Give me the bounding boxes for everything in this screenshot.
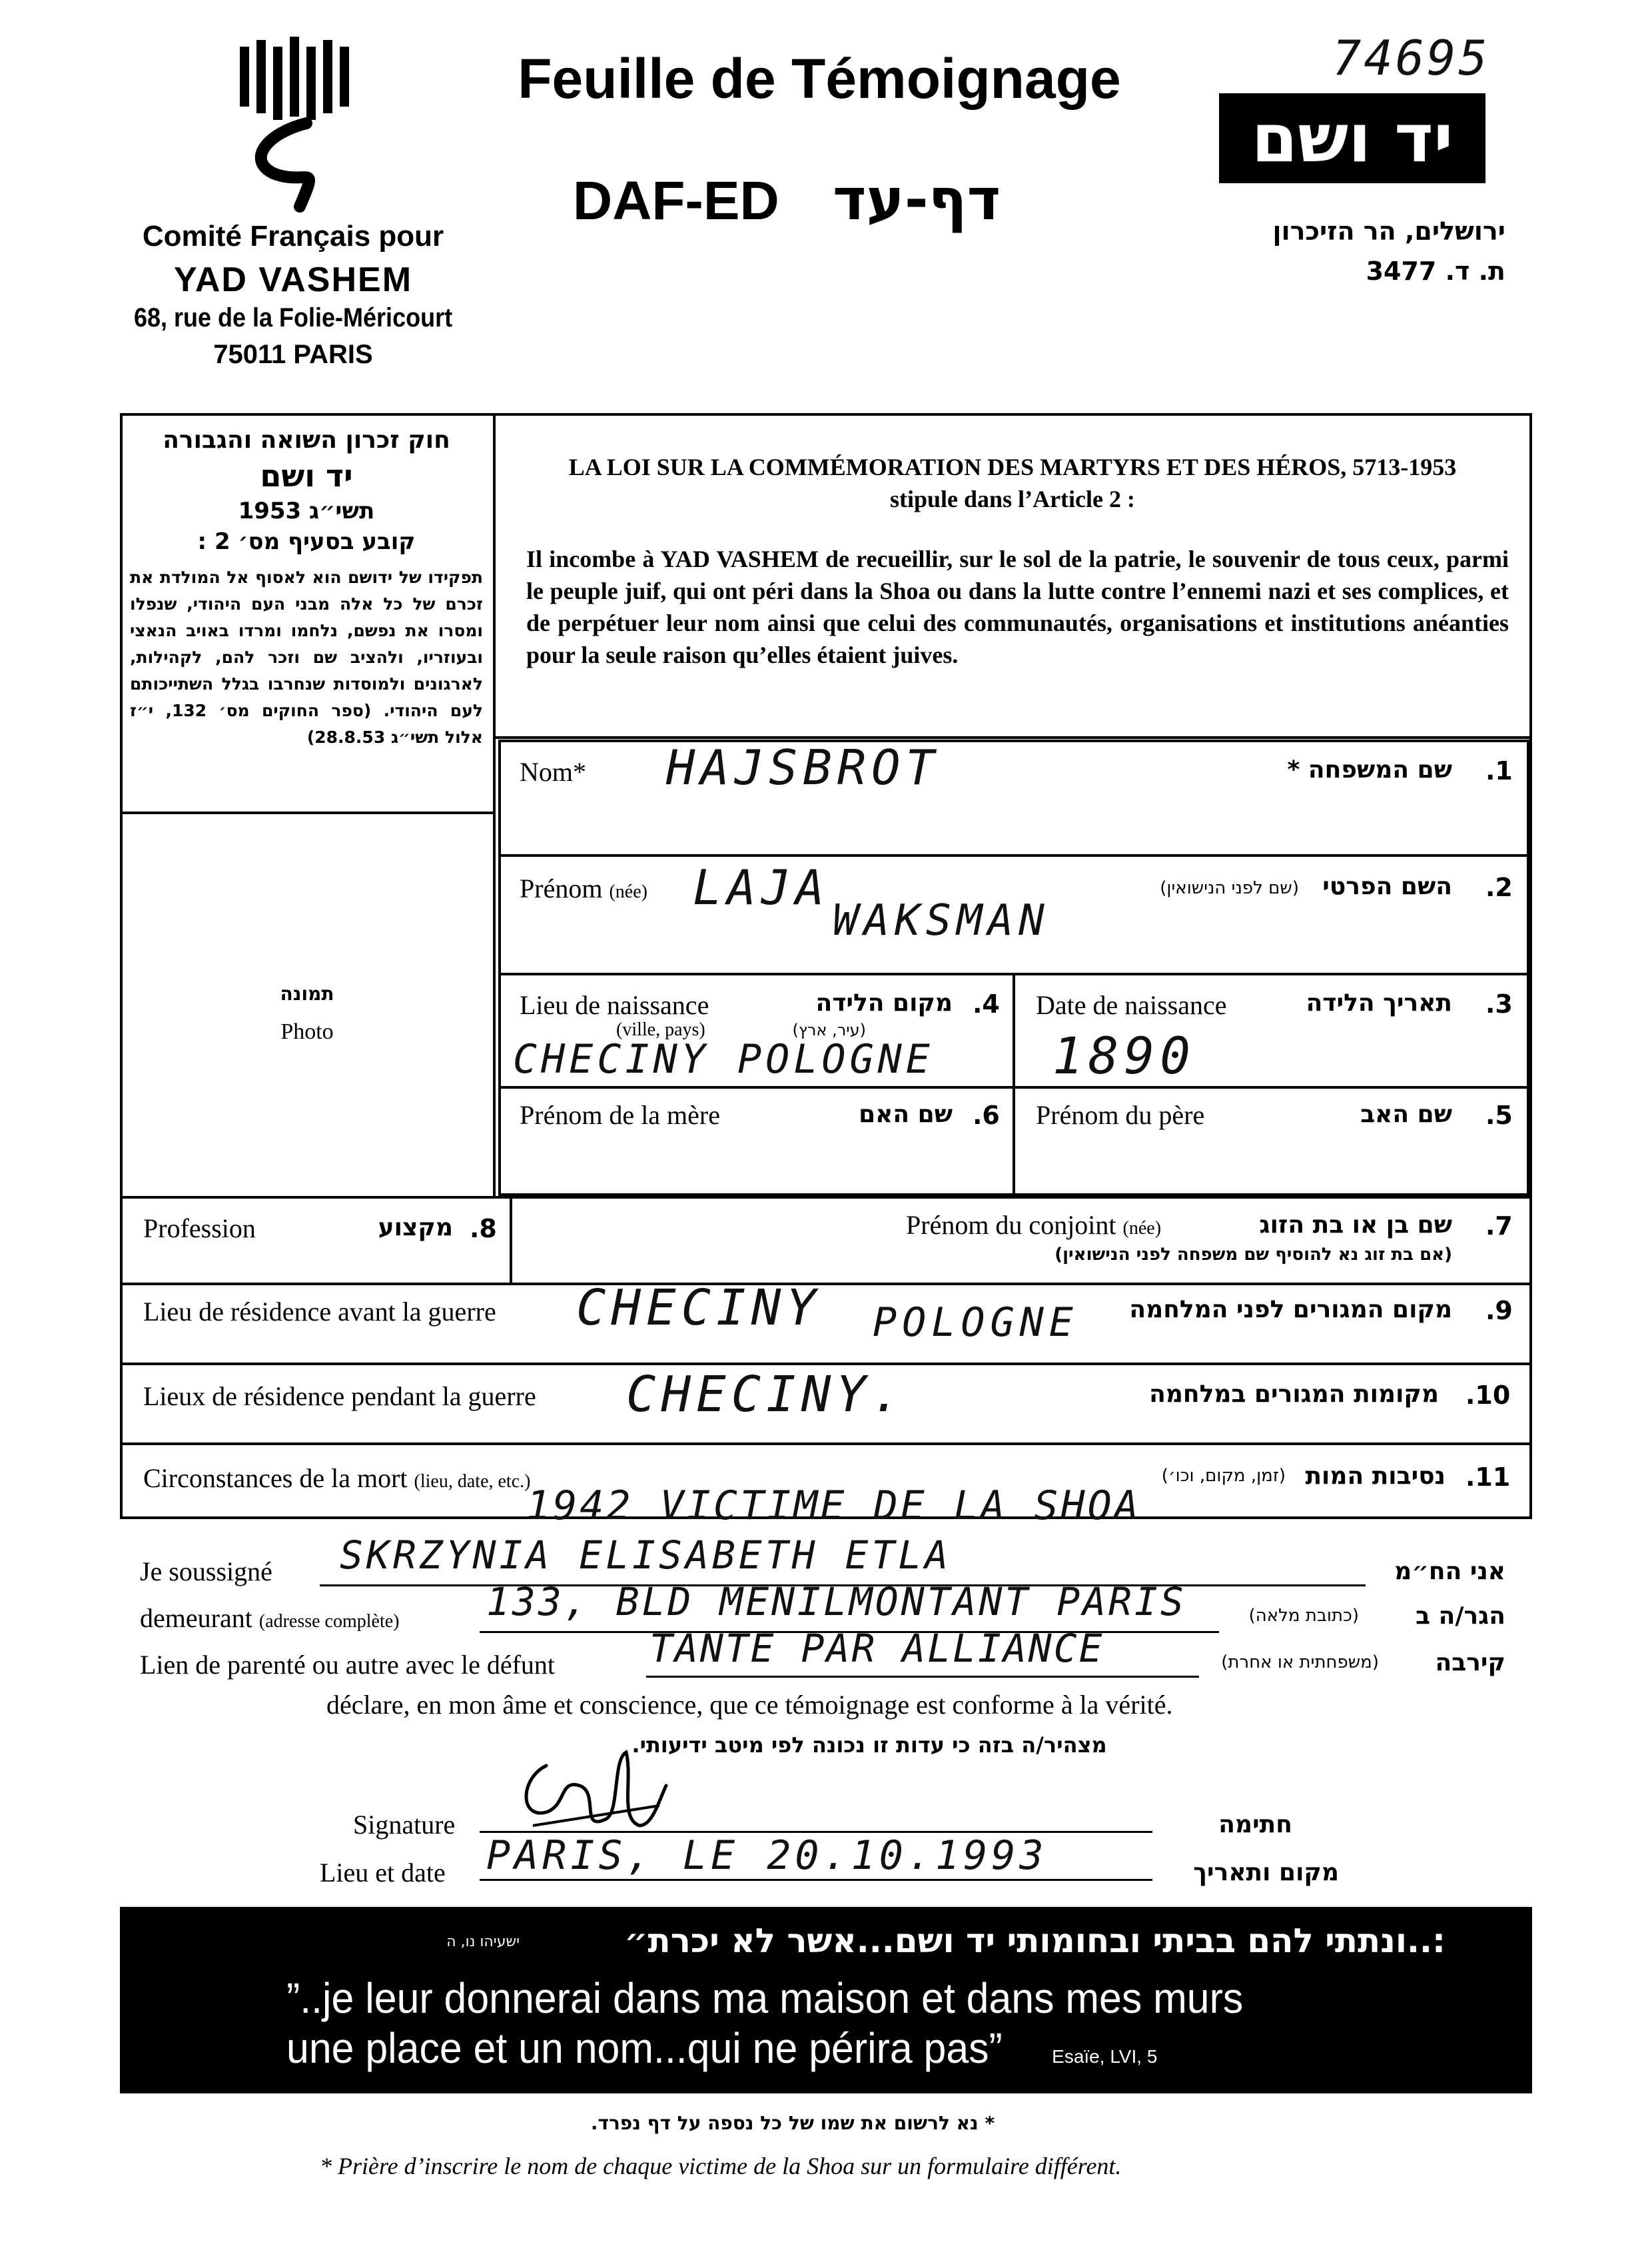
law-divider: [493, 736, 1532, 739]
quote-banner: [120, 1907, 1532, 2093]
law-fr-title: LA LOI SUR LA COMMÉMORATION DES MARTYRS ET DES HÉROS, 5713-1953: [568, 454, 1457, 480]
f2-label-he: השם הפרטי: [1322, 873, 1452, 900]
f11-label-he: נסיבות המות: [1305, 1462, 1446, 1490]
f8-number: .8: [470, 1214, 497, 1243]
f2-label-fr-small: (née): [609, 881, 647, 902]
page-title: Feuille de Témoignage: [518, 47, 1121, 110]
signature-scribble: [506, 1739, 679, 1846]
yv-address-line1: ירושלים, הר הזיכרון: [1272, 217, 1505, 246]
yv-address-line2: ת. ד. 3477: [1366, 257, 1505, 286]
f11-label-fr: [143, 1462, 530, 1494]
lieu-date-label: Lieu et date: [320, 1858, 446, 1888]
divider-row-10-top: [120, 1363, 1532, 1365]
f4-label-he: מקום הלידה: [815, 989, 953, 1017]
divider-row-11-top: [120, 1442, 1532, 1445]
f9-label-fr: Lieu de résidence avant la guerre: [143, 1297, 496, 1327]
lien-underline: [646, 1676, 1199, 1678]
f2-label-he-small: (שם לפני הנישואין): [1160, 878, 1299, 898]
f9-value2[interactable]: POLOGNE: [873, 1299, 1078, 1346]
hebrew-law-line4: קובע בסעיף מס׳ 2 :: [197, 528, 416, 555]
f7-label-fr-main: Prénom du conjoint: [906, 1210, 1116, 1240]
photo-label-he: תמונה: [280, 983, 334, 1005]
banner-fr-line2-text: une place et un nom...qui ne périra pas”: [286, 2024, 1003, 2072]
banner-he-ref: ישעיהו נו, ה: [446, 1934, 520, 1950]
f8-label-he: מקצוע: [378, 1214, 453, 1241]
f4-sub-he: (עיר, ארץ): [792, 1021, 866, 1039]
f7-sub-he: (אם בת זוג נא להוסיף שם משפחה לפני הנישואין): [1054, 1245, 1452, 1265]
yad-vashem-logo-text: יד ושם: [1251, 99, 1453, 177]
f6-label-he: שם האם: [859, 1101, 953, 1128]
f3-label-he: תאריך הלידה: [1306, 989, 1452, 1017]
subtitle-he: דף-עד: [833, 167, 1001, 233]
lien-label: Lien de parenté ou autre avec le défunt: [140, 1650, 556, 1680]
f1-label-fr: Nom*: [520, 757, 586, 787]
f11-label-fr-small: (lieu, date, etc.): [414, 1471, 531, 1492]
banner-he: :..ונתתי להם בביתי ובחומותי יד ושם...אשר לא יכרת״: [624, 1922, 1446, 1960]
banner-fr-ref: Esaïe, LVI, 5: [1052, 2046, 1158, 2067]
f10-value[interactable]: CHECINY.: [626, 1366, 907, 1423]
lien-he-small: (משפחתית או אחרת): [1221, 1652, 1379, 1672]
demeurant-he: הגר/ה ב: [1416, 1602, 1505, 1630]
f1-number: .1: [1485, 756, 1513, 786]
f1-label-he: שם המשפחה *: [1287, 756, 1452, 784]
demeurant-value[interactable]: 133, BLD MENILMONTANT PARIS: [486, 1579, 1186, 1624]
lieu-date-underline: [480, 1879, 1152, 1881]
declare-fr: déclare, en mon âme et conscience, que ce témoignage est conforme à la vérité.: [326, 1690, 1173, 1720]
demeurant-label: [140, 1602, 399, 1634]
f10-label-fr: Lieux de résidence pendant la guerre: [143, 1381, 536, 1411]
f4-number: .4: [973, 989, 1000, 1019]
committee-line3: 68, rue de la Folie-Méricourt: [133, 303, 453, 332]
f11-number: .11: [1465, 1462, 1511, 1492]
f4-sub-fr: (ville, pays): [616, 1019, 705, 1040]
footnote-fr: * Prière d’inscrire le nom de chaque victime de la Shoa sur un formulaire différent.: [320, 2153, 1122, 2179]
lieu-date-he: מקום ותאריך: [1193, 1859, 1339, 1886]
demeurant-he-small: (כתובת מלאה): [1248, 1606, 1359, 1626]
f3-number: .3: [1485, 989, 1513, 1019]
divider-f8-f7: [510, 1196, 512, 1283]
committee-line2: YAD VASHEM: [173, 261, 413, 299]
f2-label-fr: [520, 873, 647, 904]
banner-fr-line2: [286, 2023, 1157, 2073]
committee-line1: Comité Français pour: [142, 220, 444, 253]
f7-label-fr-small: (née): [1122, 1218, 1162, 1239]
f11-label-he-small: (זמן, מקום, וכו׳): [1161, 1466, 1286, 1486]
divider-f1-f2: [498, 854, 1529, 857]
soussigne-he: אני הח״מ: [1394, 1558, 1505, 1585]
menorah-logo-icon: [226, 33, 360, 220]
f5-number: .5: [1485, 1101, 1513, 1130]
f10-label-he: מקומות המגורים במלחמה: [1149, 1381, 1439, 1408]
f7-number: .7: [1485, 1211, 1513, 1241]
lieu-date-value[interactable]: PARIS, LE 20.10.1993: [486, 1832, 1048, 1879]
footnote-he: * נא לרשום את שמו של כל נספה על דף נפרד.: [590, 2112, 995, 2134]
divider-row-7-8-top: [120, 1196, 1532, 1199]
f2-number: .2: [1485, 873, 1513, 902]
hebrew-law-line2: יד ושם: [260, 458, 353, 494]
divider-row-9-top: [120, 1283, 1532, 1285]
soussigne-value[interactable]: SKRZYNIA ELISABETH ETLA: [340, 1532, 952, 1578]
demeurant-label-main: demeurant: [140, 1603, 252, 1633]
subtitle-fr: DAF-ED: [573, 171, 779, 231]
signature-label: Signature: [353, 1810, 456, 1840]
soussigne-label: Je soussigné: [140, 1556, 272, 1586]
f2-value[interactable]: LAJA: [693, 859, 830, 915]
left-column-divider: [493, 413, 496, 1196]
f5-label-he: שם האב: [1360, 1101, 1452, 1128]
f6-label-fr: Prénom de la mère: [520, 1100, 720, 1130]
f1-value[interactable]: HAJSBROT: [666, 740, 940, 796]
hebrew-law-block: [130, 426, 483, 751]
f2-label-fr-main: Prénom: [520, 873, 603, 903]
demeurant-label-small: (adresse complète): [258, 1611, 400, 1632]
f3-value[interactable]: 1890: [1052, 1026, 1196, 1085]
f3-label-fr: Date de naissance: [1036, 990, 1227, 1020]
committee-line4: 75011 PARIS: [213, 340, 373, 369]
banner-fr-line1: ”..je leur donnerai dans ma maison et dans mes murs: [286, 1974, 1244, 2022]
f10-number: .10: [1465, 1381, 1511, 1410]
f2-value2[interactable]: WAKSMAN: [833, 896, 1050, 945]
signature-he: חתימה: [1218, 1811, 1292, 1838]
f11-value[interactable]: 1942 VICTIME DE LA SHOA: [526, 1482, 1141, 1529]
hebrew-law-body: תפקידו של ידושם הוא לאסוף אל המולדת את זכרם של כל אלה מבני העם היהודי, שנפלו ומסרו את נפשם, נלחמו ומרדו באויב הנאצי ובעוזריו, ולהציב שם וזכר להם, לקהילות, לארגונים ולמוסדות שנחרבו בגלל השתייכותם לעם היהודי. (ספר החוקים מס׳ 132, י״ז אלול תשי״ג 28.8.53): [130, 568, 484, 747]
f11-label-fr-main: Circonstances de la mort: [143, 1463, 408, 1493]
f9-value[interactable]: CHECINY: [576, 1279, 821, 1337]
yad-vashem-logo: [1219, 93, 1485, 183]
law-fr-subtitle: stipule dans l’Article 2 :: [890, 486, 1135, 512]
photo-label-fr: Photo: [280, 1019, 334, 1044]
f9-label-he: מקום המגורים לפני המלחמה: [1129, 1296, 1452, 1323]
lien-value[interactable]: TANTE PAR ALLIANCE: [649, 1626, 1104, 1671]
f7-label-he: שם בן או בת הזוג: [1259, 1211, 1452, 1239]
f9-number: .9: [1485, 1296, 1513, 1325]
law-fr-body: Il incombe à YAD VASHEM de recueillir, sur le sol de la patrie, le souvenir de tous ceux, parmi le peuple juif, qui ont péri dans la Shoa ou dans la lutte contre l’ennemi nazi et ses complices, et de perpétuer leur nom ainsi que celui des communautés, organisations et institutions anéanties pour la seule raison qu’elles étaient juives.: [526, 546, 1509, 668]
f8-label-fr: Profession: [143, 1213, 256, 1243]
declare-he: מצהיר/ה בזה כי עדות זו נכונה לפי מיטב ידיעותי.: [631, 1732, 1107, 1758]
archive-number: 74695: [1332, 30, 1490, 86]
lien-he: קירבה: [1435, 1649, 1505, 1676]
hebrew-law-line1: חוק זכרון השואה והגבורה: [163, 426, 450, 454]
divider-f3-f4: [1013, 973, 1015, 1196]
hebrew-law-divider: [120, 812, 494, 814]
hebrew-law-line3: תשי״ג 1953: [238, 498, 375, 524]
f7-label-fr: [906, 1209, 1161, 1241]
f4-label-fr: Lieu de naissance: [520, 990, 709, 1020]
f4-value[interactable]: CHECINY POLOGNE: [513, 1036, 934, 1083]
f5-label-fr: Prénom du père: [1036, 1100, 1205, 1130]
f6-number: .6: [973, 1101, 1000, 1130]
